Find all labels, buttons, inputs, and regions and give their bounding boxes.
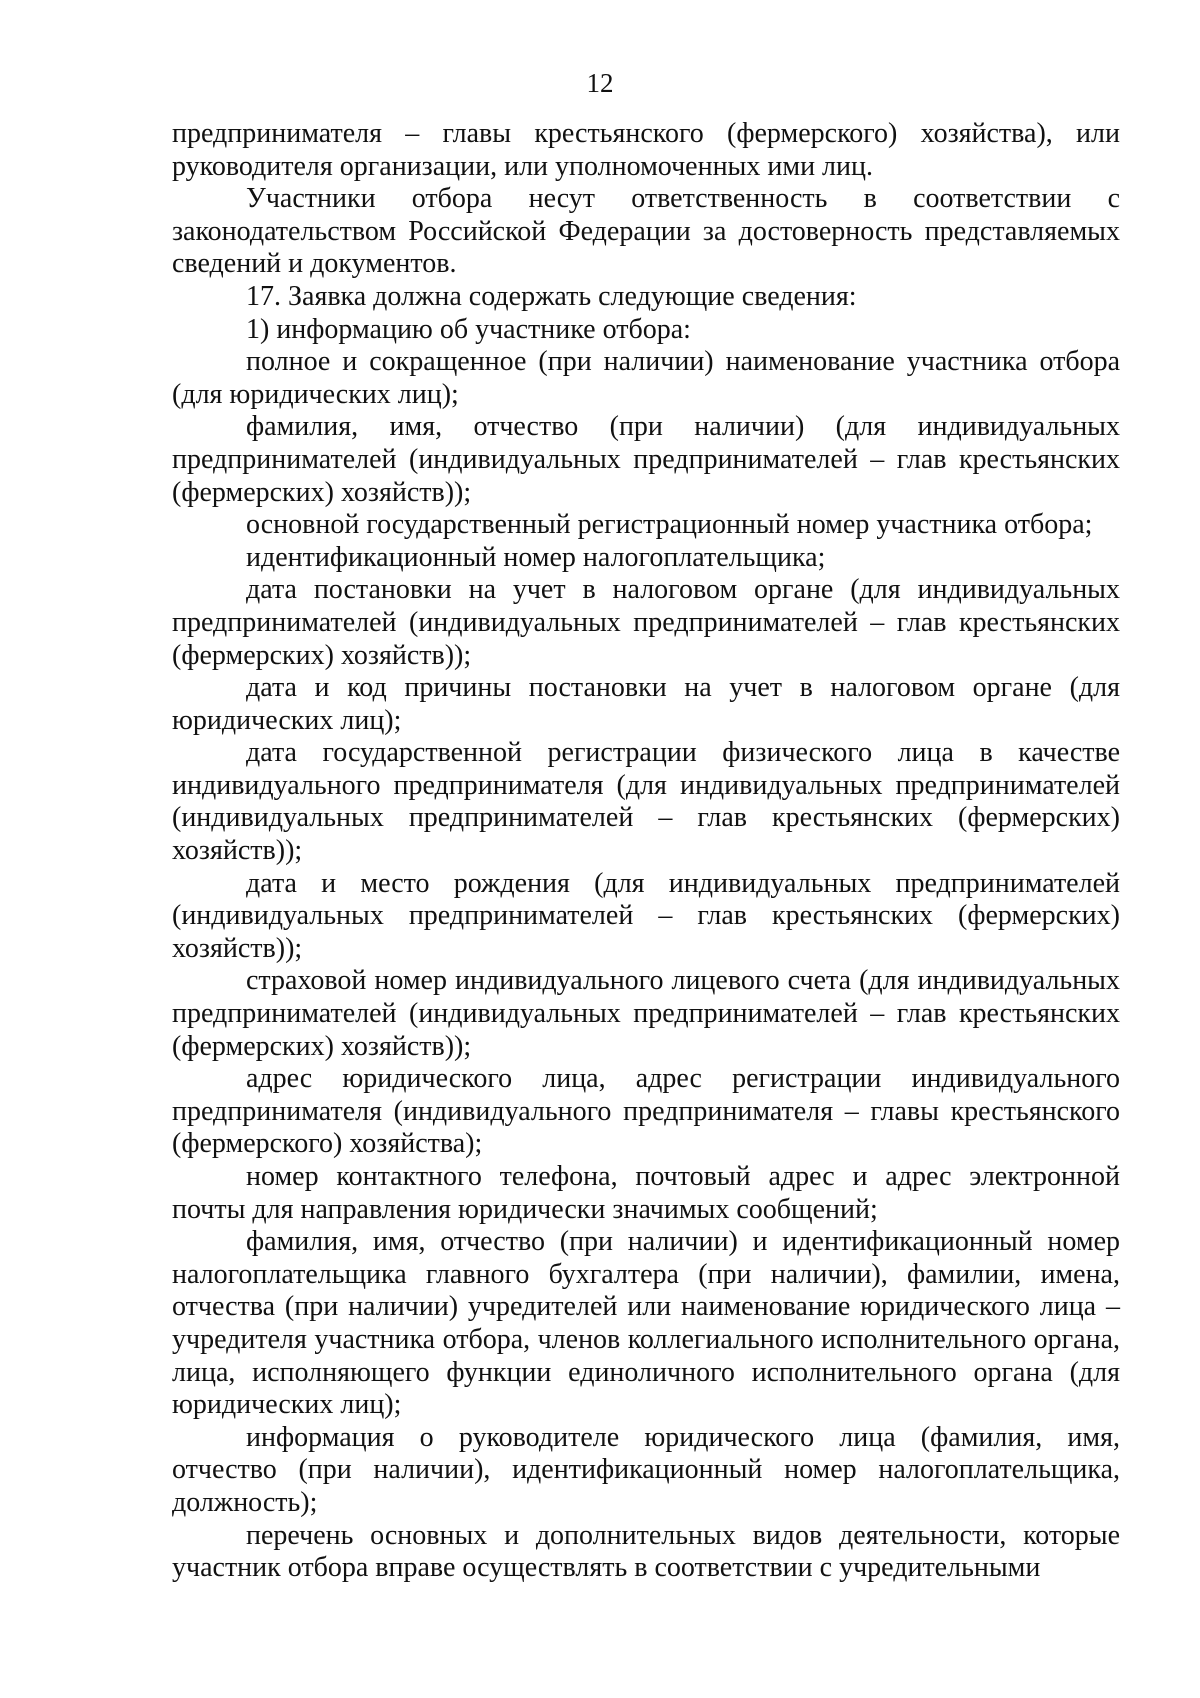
paragraph: идентификационный номер налогоплательщика; — [246, 541, 826, 573]
paragraph: предпринимателя – главы крестьянского (фермерского) хозяйства), или руководителя организации, или уполномоченных ими лиц. — [172, 118, 1120, 182]
paragraph: дата и код причины постановки на учет в налоговом органе (для юридических лиц); — [172, 672, 1120, 736]
paragraph: 17. Заявка должна содержать следующие сведения: — [246, 280, 857, 312]
page-number: 12 — [586, 68, 614, 98]
paragraph: дата и место рождения (для индивидуальных предпринимателей (индивидуальных предпринимателей – глав крестьянских (фермерских) хозяйств)); — [172, 867, 1120, 964]
paragraph: полное и сокращенное (при наличии) наименование участника отбора (для юридических лиц); — [172, 346, 1120, 410]
paragraph: фамилия, имя, отчество (при наличии) и идентификационный номер налогоплательщика главного бухгалтера (при наличии), фамилии, имена, отчества (при наличии) учредителей или наименование юридического лица – учредителя участника отбора, членов коллегиального исполнительного органа, лица, исполняющего функции единоличного исполнительного органа (для юридических лиц); — [172, 1226, 1120, 1421]
paragraph: дата постановки на учет в налоговом органе (для индивидуальных предпринимателей (индивидуальных предпринимателей – глав крестьянских (фермерских) хозяйств)); — [172, 574, 1120, 671]
paragraph: номер контактного телефона, почтовый адрес и адрес электронной почты для направления юридически значимых сообщений; — [172, 1161, 1120, 1225]
body-text — [172, 118, 1120, 1585]
paragraph: основной государственный регистрационный номер участника отбора; — [246, 509, 1093, 541]
paragraph: информация о руководителе юридического лица (фамилия, имя, отчество (при наличии), идентификационный номер налогоплательщика, должность); — [172, 1421, 1120, 1518]
paragraph: перечень основных и дополнительных видов деятельности, которые участник отбора вправе осуществлять в соответствии с учредительными — [172, 1519, 1120, 1584]
paragraph: адрес юридического лица, адрес регистрации индивидуального предпринимателя (индивидуального предпринимателя – главы крестьянского (фермерского) хозяйства); — [172, 1063, 1120, 1160]
paragraph: фамилия, имя, отчество (при наличии) (для индивидуальных предпринимателей (индивидуальных предпринимателей – глав крестьянских (фермерских) хозяйств)); — [172, 411, 1120, 508]
paragraph: Участники отбора несут ответственность в соответствии с законодательством Российской Федерации за достоверность представляемых сведений и документов. — [172, 183, 1120, 280]
paragraph: дата государственной регистрации физического лица в качестве индивидуального предпринимателя (для индивидуальных предпринимателей (индивидуальных предпринимателей – глав крестьянских (фермерских) хозяйств)); — [172, 737, 1120, 867]
paragraph: страховой номер индивидуального лицевого счета (для индивидуальных предпринимателей (индивидуальных предпринимателей – глав крестьянских (фермерских) хозяйств)); — [172, 965, 1120, 1062]
paragraph: 1) информацию об участнике отбора: — [246, 313, 691, 345]
